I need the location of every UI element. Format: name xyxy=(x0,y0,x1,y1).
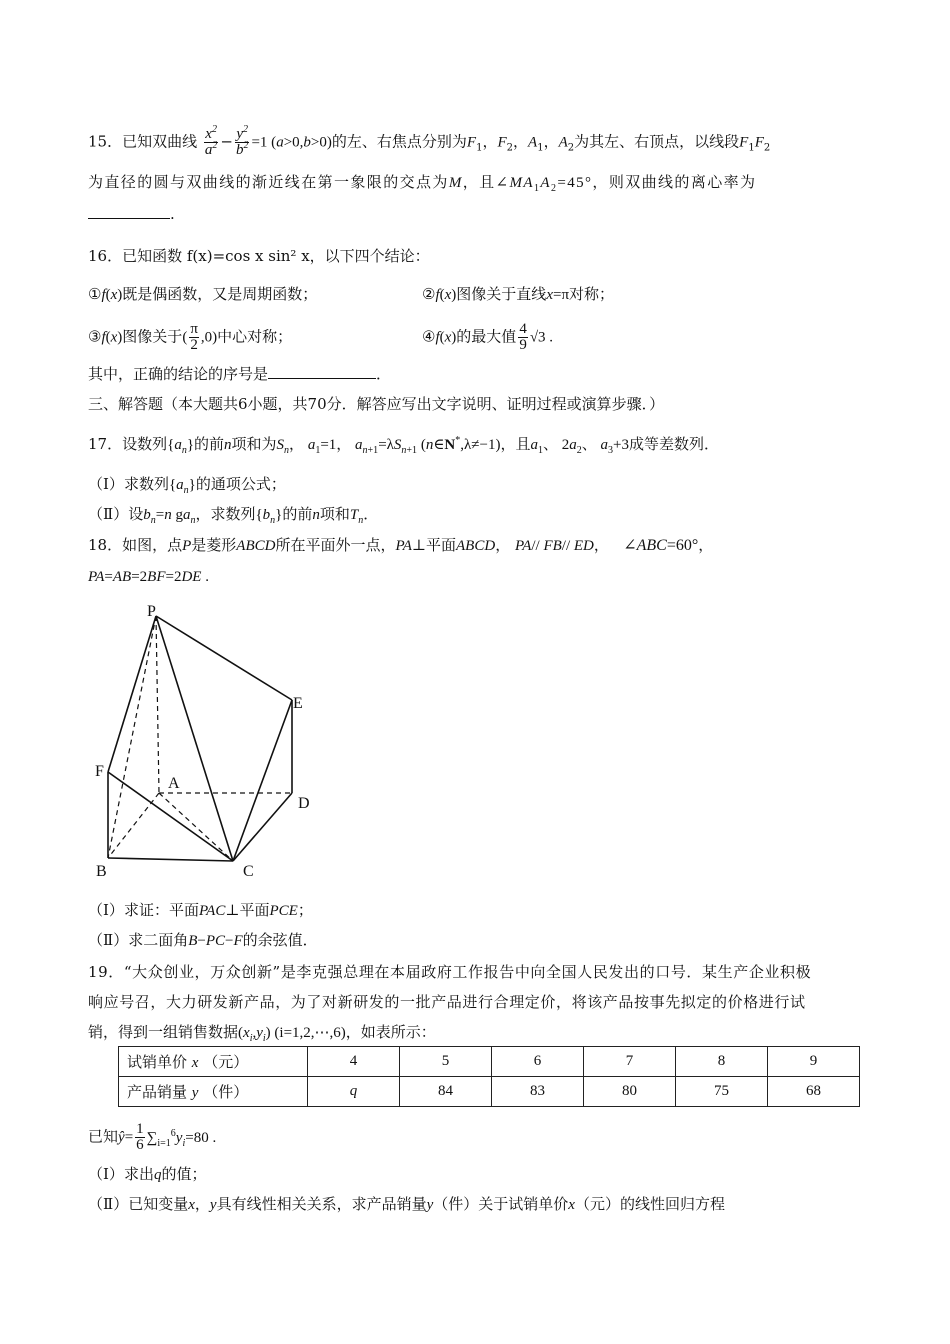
table-cell: 83 xyxy=(492,1077,584,1107)
q16-conclusion-2: ②f(x)图像关于直线x=π对称； xyxy=(422,285,615,303)
q15-answer-line: . xyxy=(88,204,175,224)
label-A: A xyxy=(168,775,180,792)
answer-blank[interactable] xyxy=(268,364,376,379)
q19-part2: （Ⅱ）已知变量x，y具有线性相关关系，求产品销量y（件）关于试销单价x（元）的线性回归方程 xyxy=(88,1195,725,1213)
table-cell: 75 xyxy=(676,1077,768,1107)
edge-EC xyxy=(233,700,292,861)
q19-line1: 19．“大众创业，万众创新”是李克强总理在本届政府工作报告中向全国人民发出的口号．某生产企业积极 xyxy=(88,963,812,981)
fraction-4-9: $\frac{4}{9}$ xyxy=(519,321,527,353)
table-cell: q xyxy=(308,1077,400,1107)
fraction-pi-2: $\frac{\pi}{2}$ xyxy=(190,321,198,353)
q18-part2: （Ⅱ）求二面角B−PC−F的余弦值． xyxy=(88,931,318,949)
answer-blank[interactable] xyxy=(88,204,170,219)
table-cell: 80 xyxy=(584,1077,676,1107)
table-header-sales: 产品销量 y （件） xyxy=(119,1077,308,1107)
edge-PB-hidden xyxy=(108,616,156,858)
q16-ask: 其中，正确的结论的序号是 ． xyxy=(88,365,392,383)
q16-conclusion-1: ①f(x)既是偶函数，又是周期函数； xyxy=(88,285,318,303)
table-header-price: 试销单价 x （元） xyxy=(119,1047,308,1077)
label-P: P xyxy=(147,603,156,620)
edge-BC xyxy=(108,858,233,861)
q16-conclusion-3: ③f(x)图像关于( $\frac{\pi}{2}$ ,0)中心对称； xyxy=(88,321,293,353)
table-row xyxy=(119,1077,860,1107)
q15-line1: 15．已知双曲线 $\frac{x^2}{a^2}$ − $\frac{y^2}{b^2}$ =1 (a>0,b>0)的左、右焦点分别为$F_1$，$F_2$，$A_1$，$A_2$为其左、右顶点，以线段$F_1F_2$ xyxy=(88,124,771,158)
edge-PC xyxy=(156,616,233,861)
label-F: F xyxy=(95,763,104,780)
label-D: D xyxy=(298,795,310,812)
table-cell: 8 xyxy=(676,1047,768,1077)
q16-conclusion-4: ④f(x)的最大值 $\frac{4}{9}$ √3 . xyxy=(422,321,554,353)
q18-stem-line2: PA=AB=2BF=2DE . xyxy=(88,569,209,585)
q17-stem: 17．设数列$\{a_n\}$的前n项和为$S_n$， $a_1=1$， $a_{n+1}=\lambda S_{n+1}$ (n∈N*,λ≠−1)，且$a_1$、 $2a_2$、 $a_3+3$成等差数列． xyxy=(88,435,720,456)
q19-known: 已知ŷ= $\frac{1}{6}$ $\sum_{i=1}^6y_i=80$ . xyxy=(88,1121,217,1153)
sales-table xyxy=(118,1046,860,1107)
edge-PE xyxy=(156,616,292,700)
edge-AB-hidden xyxy=(108,793,159,858)
table-cell: 4 xyxy=(308,1047,400,1077)
table-cell: 9 xyxy=(768,1047,860,1077)
section-heading: 三、解答题（本大题共6小题，共70分．解答应写出文字说明、证明过程或演算步骤．） xyxy=(88,395,665,413)
edge-PA-hidden xyxy=(156,616,159,793)
fraction-1-6: $\frac{1}{6}$ xyxy=(136,1121,144,1153)
table-cell: 7 xyxy=(584,1047,676,1077)
table-cell: 6 xyxy=(492,1047,584,1077)
q19-line2: 响应号召，大力研发新产品，为了对新研发的一批产品进行合理定价，将该产品按事先拟定的价格进行试 xyxy=(88,993,806,1011)
table-cell: 68 xyxy=(768,1077,860,1107)
label-C: C xyxy=(243,863,254,880)
q18-part1: （Ⅰ）求证：平面PAC⊥平面PCE； xyxy=(88,901,313,919)
q16-intro: 16．已知函数 f(x)=cos x sin² x，以下四个结论： xyxy=(88,247,430,265)
q17-part2: （Ⅱ）设$b_n=n$ $ga_n$，求数列$\{b_n\}$的前n项和$T_n$． xyxy=(88,505,379,526)
table-cell: 5 xyxy=(400,1047,492,1077)
q15-line2: 为直径的圆与双曲线的渐近线在第一象限的交点为M，且$\angle MA_1A_2=45^\circ$，则双曲线的离心率为 xyxy=(88,173,757,194)
table-cell: 84 xyxy=(400,1077,492,1107)
q19-line3: 销，得到一组销售数据$(x_i,y_i)$ (i=1,2,⋯,6)，如表所示： xyxy=(88,1023,436,1044)
edge-PF xyxy=(108,616,156,772)
fraction-y2-b2: $\frac{y^2}{b^2}$ xyxy=(235,124,249,158)
q18-stem-line1: 18．如图，点P是菱形ABCD所在平面外一点，PA⊥平面ABCD， PA// FB// ED， ∠ABC=60°， xyxy=(88,536,714,554)
edge-DC xyxy=(233,793,292,861)
fraction-x2-a2: $\frac{x^2}{a^2}$ xyxy=(204,124,218,158)
q19-part1: （Ⅰ）求出q的值； xyxy=(88,1165,207,1183)
label-B: B xyxy=(96,863,107,880)
q17-part1: （Ⅰ）求数列$\{a_n\}$的通项公式； xyxy=(88,475,286,496)
label-E: E xyxy=(293,695,303,712)
geometry-figure xyxy=(92,600,322,890)
table-row xyxy=(119,1047,860,1077)
